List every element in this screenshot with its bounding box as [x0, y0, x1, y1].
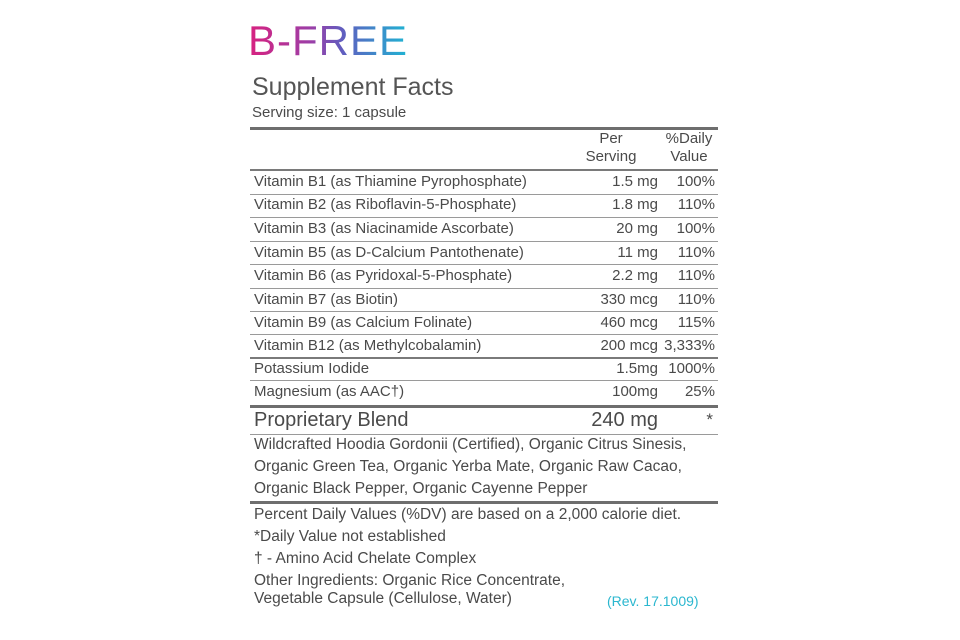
revision-number: (Rev. 17.1009)	[607, 593, 699, 609]
nutrient-name: Vitamin B2 (as Riboflavin-5-Phosphate)	[254, 196, 517, 213]
nutrient-amount: 1.8 mg	[612, 196, 658, 213]
footnote-dv-not-established: *Daily Value not established	[254, 528, 446, 545]
nutrient-daily-value: 110%	[677, 291, 715, 308]
blend-amount: 240 mg	[591, 409, 658, 431]
daily-value-header	[658, 130, 720, 166]
nutrient-row	[250, 264, 718, 287]
proprietary-blend-row	[250, 406, 718, 434]
nutrient-daily-value: 25%	[684, 383, 715, 400]
nutrient-amount: 2.2 mg	[612, 267, 658, 284]
footnote-amino-acid: † - Amino Acid Chelate Complex	[254, 550, 477, 567]
nutrient-name: Vitamin B6 (as Pyridoxal-5-Phosphate)	[254, 267, 513, 284]
footnote-rule	[250, 501, 718, 504]
nutrient-row	[250, 357, 718, 380]
nutrient-daily-value: 110%	[677, 244, 715, 261]
nutrient-row	[250, 193, 718, 216]
footnote-percent-dv: Percent Daily Values (%DV) are based on a 2,000 calorie diet.	[254, 506, 682, 523]
nutrient-amount: 330 mcg	[600, 291, 658, 308]
nutrient-name: Vitamin B12 (as Methylcobalamin)	[254, 337, 482, 354]
other-ingredients	[254, 572, 565, 608]
nutrient-amount: 11 mg	[617, 244, 658, 261]
nutrient-amount: 1.5 mg	[612, 173, 658, 190]
nutrient-amount: 100mg	[612, 383, 658, 400]
nutrient-row	[250, 217, 718, 240]
daily-value-line-2: Value	[670, 148, 708, 165]
nutrient-row	[250, 380, 718, 403]
per-serving-line-2: Serving	[585, 148, 637, 165]
nutrient-amount: 1.5mg	[616, 360, 658, 377]
nutrient-name: Magnesium (as AAC†)	[254, 383, 405, 400]
nutrient-daily-value: 110%	[677, 196, 715, 213]
nutrient-amount: 20 mg	[616, 220, 658, 237]
nutrient-row	[250, 241, 718, 264]
row-divider	[250, 380, 718, 381]
nutrient-name: Potassium Iodide	[254, 360, 370, 377]
row-divider	[250, 357, 718, 359]
brand-logo: B-FREE	[248, 17, 409, 64]
nutrient-name: Vitamin B5 (as D-Calcium Pantothenate)	[254, 244, 524, 261]
nutrient-daily-value: 3,333%	[664, 337, 715, 354]
nutrient-name: Vitamin B1 (as Thiamine Pyrophosphate)	[254, 173, 527, 190]
top-rule	[250, 127, 718, 130]
blend-daily-value: *	[706, 410, 713, 429]
nutrient-daily-value: 100%	[676, 220, 715, 237]
nutrient-amount: 460 mcg	[600, 314, 658, 331]
nutrient-daily-value: 110%	[677, 267, 715, 284]
row-divider	[250, 288, 718, 289]
per-serving-header	[578, 130, 644, 166]
other-ingredients-line-2: Vegetable Capsule (Cellulose, Water)	[254, 590, 512, 607]
row-divider	[250, 264, 718, 265]
serving-size: Serving size: 1 capsule	[252, 104, 407, 121]
nutrient-row	[250, 288, 718, 311]
supplement-facts-title: Supplement Facts	[252, 73, 454, 101]
row-divider	[250, 194, 718, 195]
nutrient-name: Vitamin B7 (as Biotin)	[254, 291, 398, 308]
nutrient-name: Vitamin B9 (as Calcium Folinate)	[254, 314, 473, 331]
nutrient-row	[250, 170, 718, 193]
nutrient-row	[250, 311, 718, 334]
nutrient-daily-value: 1000%	[668, 360, 715, 377]
nutrient-row	[250, 334, 718, 357]
blend-name: Proprietary Blend	[254, 409, 409, 431]
row-divider	[250, 217, 718, 218]
daily-value-line-1: %Daily	[665, 130, 713, 147]
row-divider	[250, 311, 718, 312]
blend-ingredients: Wildcrafted Hoodia Gordonii (Certified), Organic Citrus Sinesis, Organic Green Tea, Organic Yerba Mate, Organic Raw Cacao, Organic Black Pepper, Organic Cayenne Pepper	[254, 436, 687, 497]
row-divider	[250, 241, 718, 242]
per-serving-line-1: Per	[599, 130, 623, 147]
nutrient-amount: 200 mcg	[600, 337, 658, 354]
nutrient-name: Vitamin B3 (as Niacinamide Ascorbate)	[254, 220, 514, 237]
nutrient-daily-value: 115%	[677, 314, 715, 331]
other-ingredients-line-1: Other Ingredients: Organic Rice Concentrate,	[254, 572, 566, 589]
row-divider	[250, 334, 718, 335]
nutrient-daily-value: 100%	[676, 173, 715, 190]
